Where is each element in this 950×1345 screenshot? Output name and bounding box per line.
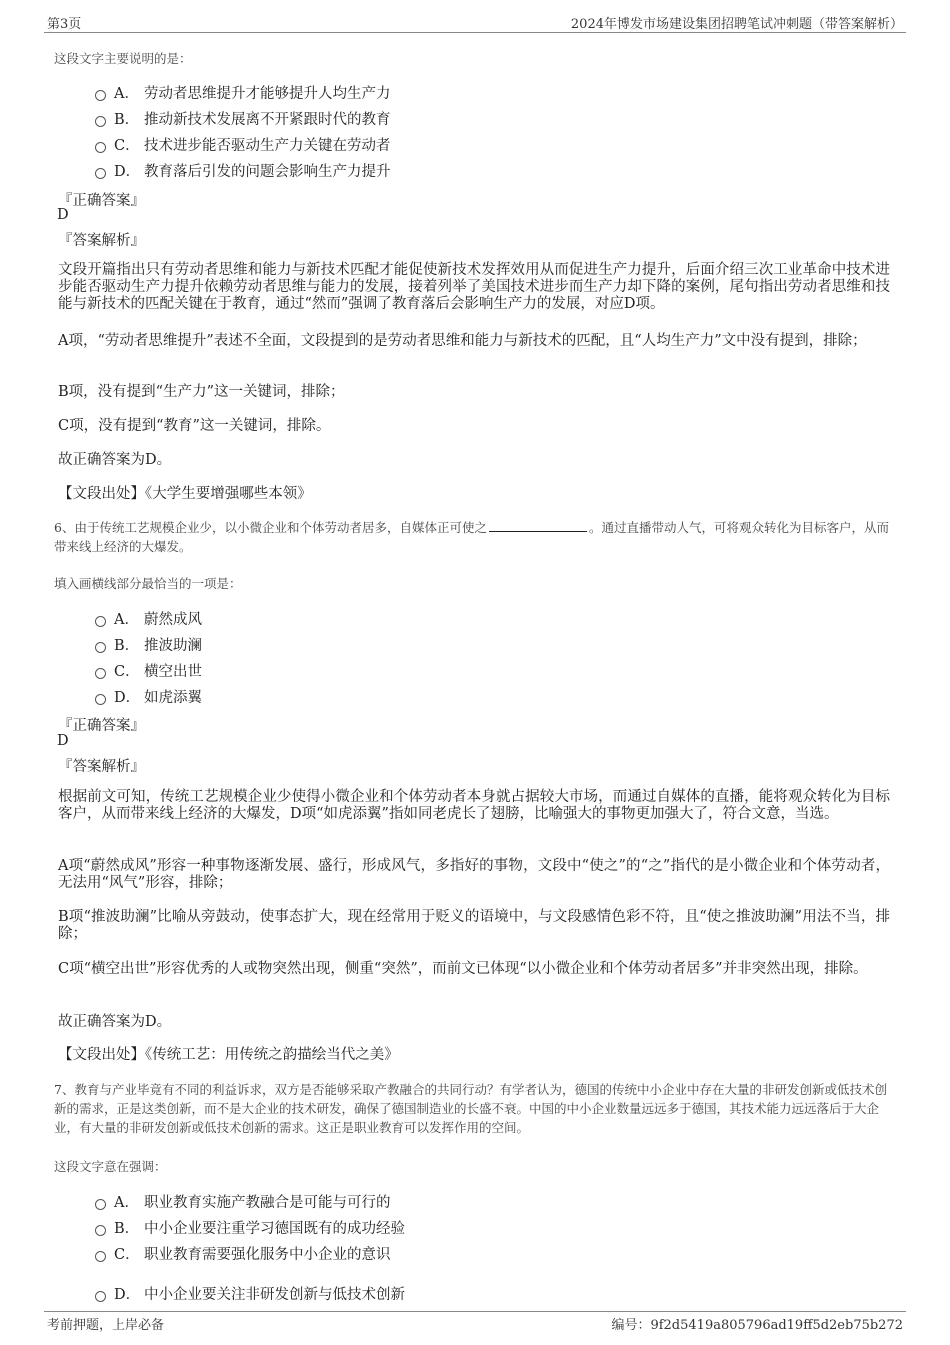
radio-icon[interactable]: [95, 168, 106, 179]
q6-option-d[interactable]: D． 如虎添翼: [95, 686, 202, 707]
footer-slogan: 考前押题，上岸必备: [47, 1318, 165, 1333]
q6-analysis-para: B项“推波助澜”比喻从旁鼓动，使事态扩大，现在经常用于贬义的语境中，与文段感情色彩不符，且“使之推波助澜”用法不当，排除；: [58, 909, 890, 942]
q5-answer: D: [57, 207, 69, 223]
header-divider: [44, 32, 906, 33]
q5-source: 【文段出处】《大学生要增强哪些本领》: [58, 486, 312, 502]
document-id: 编号：9f2d5419a805796ad19ff5d2eb75b272: [611, 1318, 903, 1333]
q6-source: 【文段出处】《传统工艺：用传统之韵描绘当代之美》: [58, 1047, 399, 1063]
q7-option-c[interactable]: C． 职业教育需要强化服务中小企业的意识: [95, 1243, 391, 1264]
q6-answer-label: 『正确答案』: [58, 718, 145, 734]
q5-prompt: 这段文字主要说明的是：: [54, 51, 192, 66]
q6-analysis-label: 『答案解析』: [58, 759, 145, 775]
q5-analysis-para: A项，“劳动者思维提升”表述不全面，文段提到的是劳动者思维和能力与新技术的匹配，且“人均生产力”文中没有提到，排除；: [58, 333, 867, 349]
q5-analysis-para: C项，没有提到“教育”这一关键词，排除。: [58, 418, 331, 434]
answer-blank: [489, 520, 587, 532]
q6-answer: D: [57, 733, 69, 749]
q5-option-c[interactable]: C． 技术进步能否驱动生产力关键在劳动者: [95, 134, 391, 155]
q6-option-a[interactable]: A． 蔚然成风: [95, 608, 202, 629]
q7-option-d[interactable]: D． 中小企业要关注非研发创新与低技术创新: [95, 1283, 405, 1304]
q7-option-b[interactable]: B． 中小企业要注重学习德国既有的成功经验: [95, 1217, 405, 1238]
q7-stem: 7、教育与产业毕竟有不同的利益诉求，双方是否能够采取产教融合的共同行动？有学者认为，德国的传统中小企业中存在大量的非研发创新或低技术创新的需求，正是这类创新，而不是大企业的技术研发，确保了德国制造业的长盛不衰。中国的中小企业数量远远多于德国，其技术能力远远落后于大企业，有大量的非研发创新或低技术创新的需求。这正是职业教育可以发挥作用的空间。: [54, 1082, 887, 1135]
q6-analysis-para: C项“横空出世”形容优秀的人或物突然出现，侧重“突然”，而前文已体现“以小微企业和个体劳动者居多”并非突然出现，排除。: [58, 961, 868, 977]
q5-analysis-para: 故正确答案为D。: [58, 452, 172, 468]
q5-option-a[interactable]: A． 劳动者思维提升才能够提升人均生产力: [95, 82, 391, 103]
q6-analysis-para: 根据前文可知，传统工艺规模企业少使得小微企业和个体劳动者本身就占据较大市场，而通过自媒体的直播，能将观众转化为目标客户，从而带来线上经济的大爆发，D项“如虎添翼”指如同老虎长了翅膀，比喻强大的事物更加强大了，符合文意，当选。: [58, 789, 890, 822]
q5-analysis-label: 『答案解析』: [58, 233, 145, 249]
document-title: 2024年博发市场建设集团招聘笔试冲刺题（带答案解析）: [570, 17, 903, 32]
q5-option-d[interactable]: D． 教育落后引发的问题会影响生产力提升: [95, 160, 391, 181]
radio-icon[interactable]: [95, 1291, 106, 1302]
radio-icon[interactable]: [95, 668, 106, 679]
footer-divider: [44, 1311, 906, 1312]
q6-analysis-para: A项“蔚然成风”形容一种事物逐渐发展、盛行，形成风气，多指好的事物，文段中“使之”的“之”指代的是小微企业和个体劳动者，无法用“风气”形容，排除；: [58, 858, 890, 891]
page-number: 第3页: [47, 17, 82, 32]
q5-option-b[interactable]: B． 推动新技术发展离不开紧跟时代的教育: [95, 108, 391, 129]
radio-icon[interactable]: [95, 142, 106, 153]
radio-icon[interactable]: [95, 694, 106, 705]
q5-answer-label: 『正确答案』: [58, 193, 145, 209]
q6-option-c[interactable]: C． 横空出世: [95, 660, 202, 681]
q6-option-b[interactable]: B． 推波助澜: [95, 634, 202, 655]
radio-icon[interactable]: [95, 1225, 106, 1236]
q6-prompt: 填入画横线部分最恰当的一项是：: [54, 576, 242, 591]
radio-icon[interactable]: [95, 642, 106, 653]
q5-analysis-para: 文段开篇指出只有劳动者思维和能力与新技术匹配才能促使新技术发挥效用从而促进生产力提升，后面介绍三次工业革命中技术进步能否驱动生产力提升依赖劳动者思维与能力的发展，接着列举了美国技术进步而生产力却下降的案例，尾句指出劳动者思维和技能与新技术的匹配关键在于教育，通过“然而”强调了教育落后会影响生产力的发展，对应D项。: [58, 262, 890, 312]
q5-analysis-para: B项，没有提到“生产力”这一关键词，排除；: [58, 384, 345, 400]
radio-icon[interactable]: [95, 116, 106, 127]
q7-option-a[interactable]: A． 职业教育实施产教融合是可能与可行的: [95, 1191, 391, 1212]
q6-analysis-para: 故正确答案为D。: [58, 1014, 172, 1030]
radio-icon[interactable]: [95, 90, 106, 101]
q6-stem: 6、由于传统工艺规模企业少，以小微企业和个体劳动者居多，自媒体正可使之 。通过直播带动人气，可将观众转化为目标客户，从而带来线上经济的大爆发。: [54, 520, 889, 554]
radio-icon[interactable]: [95, 1251, 106, 1262]
radio-icon[interactable]: [95, 616, 106, 627]
q7-prompt: 这段文字意在强调：: [54, 1159, 167, 1174]
radio-icon[interactable]: [95, 1199, 106, 1210]
